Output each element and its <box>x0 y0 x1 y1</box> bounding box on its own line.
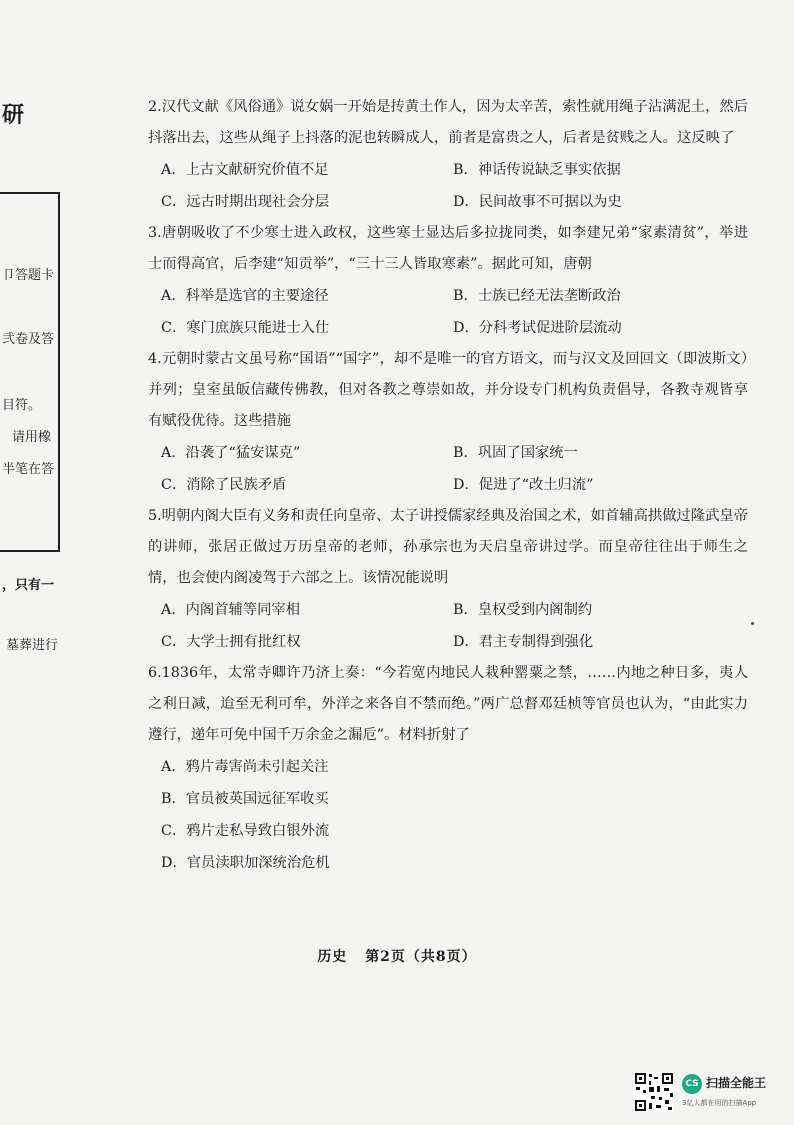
option-b: B．官员被英国远征军收买 <box>161 791 329 807</box>
option-b: B．士族已经无法垄断政治 <box>453 288 621 304</box>
option-d: D．君主专制得到强化 <box>453 634 594 650</box>
option-grid <box>161 280 748 344</box>
stray-mark <box>751 622 754 625</box>
option-a: A．上古文献研究价值不足 <box>161 162 329 178</box>
option-c: C．远古时期出现社会分层 <box>161 194 330 210</box>
option-list <box>161 751 748 879</box>
option-grid <box>161 154 748 218</box>
camscanner-logo-icon: CS <box>682 1074 702 1094</box>
option-a: A．鸦片毒害尚未引起关注 <box>161 759 329 775</box>
option-grid <box>161 594 748 658</box>
margin-line: 弐卷及答 <box>2 332 55 347</box>
option-b: B．巩固了国家统一 <box>453 445 578 461</box>
question-6 <box>148 658 748 879</box>
question-stem: 5.明朝内阁大臣有义务和责任向皇帝、太子讲授儒家经典及治国之术，如首辅高拱做过隆武皇帝的讲师，张居正做过万历皇帝的老师，孙承宗也为天启皇帝讲过学。而皇帝往往出于师生之情，也会使内阁凌驾于六部之上。该情况能说明 <box>148 508 748 586</box>
option-a: A．沿袭了“猛安谋克” <box>161 445 301 461</box>
question-list <box>148 92 748 879</box>
option-c: C．寒门庶族只能进士入仕 <box>161 320 330 336</box>
left-margin-fragment <box>0 0 70 700</box>
margin-line: 请用橡 <box>12 430 52 445</box>
question-stem: 6.1836年，太常寺卿许乃济上奏：“今若宽内地民人栽种罂粟之禁，……内地之种日多，夷人之利日减，迨至无利可牟，外洋之来各自不禁而绝。”两广总督邓廷桢等官员也认为，“由此实力遵行，递年可免中国千万余金之漏卮”。材料折射了 <box>148 665 748 743</box>
question-4 <box>148 344 748 501</box>
option-b: B．皇权受到内阁制约 <box>453 602 593 618</box>
question-stem: 3.唐朝吸收了不少寒士进入政权，这些寒士显达后多拉拢同类，如李建兄弟“家素清贫”，举进士而得高官，后李建“知贡举”，“三十三人皆取寒素”。据此可知，唐朝 <box>148 225 748 272</box>
scanner-tagline: 3亿人都在用的扫描App <box>682 1099 757 1107</box>
option-grid <box>161 437 748 501</box>
option-d: D．民间故事不可据以为史 <box>453 194 622 210</box>
question-5 <box>148 501 748 658</box>
scanner-watermark <box>634 1072 784 1116</box>
scanner-app-name: 扫描全能王 <box>706 1076 767 1090</box>
option-d: D．促进了“改土归流” <box>453 477 594 493</box>
footer-page-number: 第2页（共8页） <box>365 949 477 965</box>
footer-subject: 历史 <box>317 949 348 965</box>
margin-line: ，只有一 <box>2 578 55 593</box>
option-c: C．大学士拥有批红权 <box>161 634 301 650</box>
margin-line: 半笔在答 <box>2 462 55 477</box>
question-stem: 4.元朝时蒙古文虽号称“国语”“国字”，却不是唯一的官方语文，而与汉文及回回文（即波斯文）并列；皇室虽皈信藏传佛教，但对各教之尊崇如故，并分设专门机构负责倡导，各教寺观皆享有赋役优待。这些措施 <box>148 351 748 429</box>
option-d: D．分科考试促进阶层流动 <box>453 320 622 336</box>
option-d: D．官员渎职加深统治危机 <box>161 855 330 871</box>
option-c: C．鸦片走私导致白银外流 <box>161 823 330 839</box>
option-a: A．内阁首辅等同宰相 <box>161 602 300 618</box>
instructions-box <box>0 192 60 552</box>
option-a: A．科举是选官的主要途径 <box>161 288 329 304</box>
margin-line: 卩答题卡 <box>2 268 55 283</box>
option-b: B．神话传说缺乏事实依据 <box>453 162 621 178</box>
question-2 <box>148 92 748 218</box>
margin-line: 墓葬进行 <box>6 638 59 653</box>
question-stem: 2.汉代文献《风俗通》说女娲一开始是抟黄土作人，因为太辛苦，索性就用绳子沾满泥土，然后抖落出去，这些从绳子上抖落的泥也转瞬成人，前者是富贵之人，后者是贫贱之人。这反映了 <box>148 99 748 146</box>
qr-code-icon <box>634 1072 674 1112</box>
page-footer <box>0 946 794 966</box>
option-c: C．消除了民族矛盾 <box>161 477 287 493</box>
title-fragment: 研 <box>2 102 25 128</box>
margin-line: 目符。 <box>2 398 42 413</box>
question-3 <box>148 218 748 344</box>
